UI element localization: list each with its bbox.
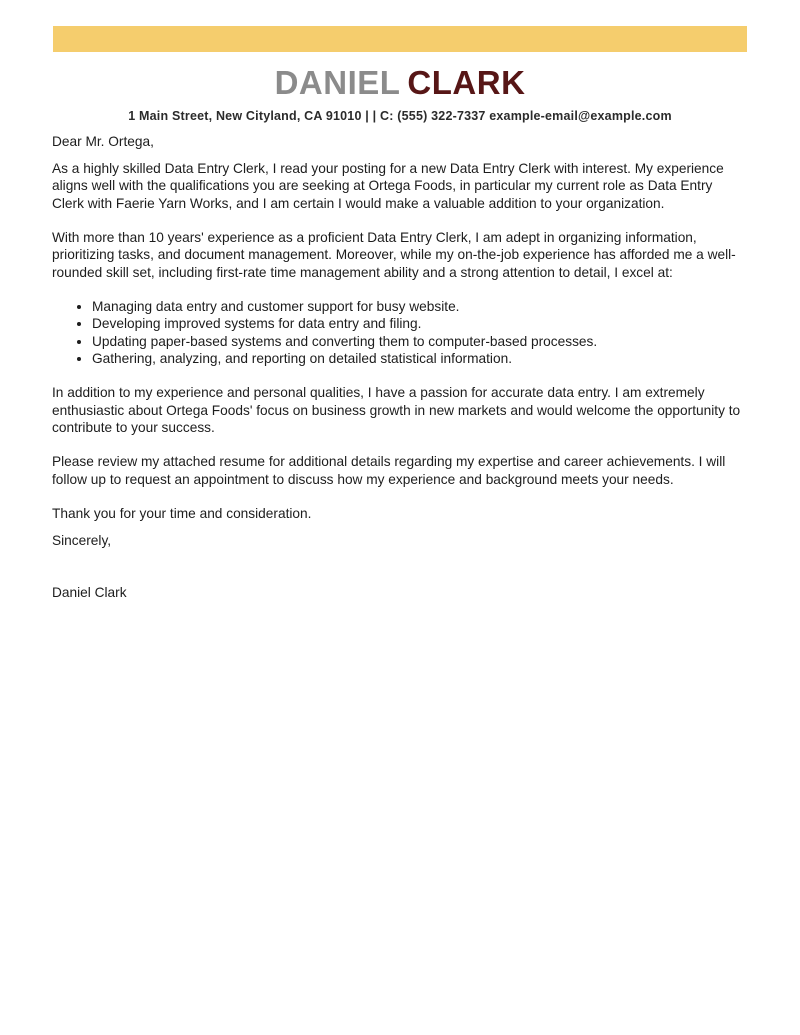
paragraph-experience: With more than 10 years' experience as a proficient Data Entry Clerk, I am adept in organizing information, prioritizing tasks, and document management. Moreover, while my on-the-job experience has afforded me a well-rounded skill set, including first-rate time management ability and a strong attention to detail, I excel at: <box>52 229 736 280</box>
paragraph-followup: Please review my attached resume for additional details regarding my expertise and career achievements. I will follow up to request an appointment to discuss how my experience and background meets your needs. <box>52 454 726 487</box>
letter-body <box>52 133 746 601</box>
applicant-last-name: CLARK <box>407 64 526 101</box>
applicant-name <box>0 64 800 102</box>
bullet-item: • Updating paper-based systems and converting them to computer-based processes. <box>92 333 746 351</box>
paragraph-enthusiasm: In addition to my experience and personal qualities, I have a passion for accurate data entry. I am extremely enthusiastic about Ortega Foods' focus on business growth in new markets and would welcome the opportunity to contribute to your success. <box>52 385 741 435</box>
bullet-item: • Developing improved systems for data entry and filing. <box>92 315 746 333</box>
salutation: Dear Mr. Ortega, <box>52 134 154 149</box>
signature-name: Daniel Clark <box>52 584 127 600</box>
letter-header <box>0 64 800 123</box>
skills-bullet-list <box>52 298 746 368</box>
signoff: Sincerely, <box>52 533 112 548</box>
applicant-first-name: DANIEL <box>274 64 401 101</box>
paragraph-intro: As a highly skilled Data Entry Clerk, I read your posting for a new Data Entry Clerk with interest. My experience aligns well with the qualifications you are seeking at Ortega Foods, in particular my current role as Data Entry Clerk with Faerie Yarn Works, and I am certain I would make a valuable addition to your organization. <box>52 160 724 211</box>
bullet-item: • Gathering, analyzing, and reporting on detailed statistical information. <box>92 350 746 368</box>
accent-bar <box>53 26 747 52</box>
closing-thanks: Thank you for your time and consideration. <box>52 505 312 521</box>
contact-line: 1 Main Street, New Cityland, CA 91010 | | C: (555) 322-7337 example-email@example.com <box>128 109 672 123</box>
bullet-item: • Managing data entry and customer support for busy website. <box>92 298 746 316</box>
